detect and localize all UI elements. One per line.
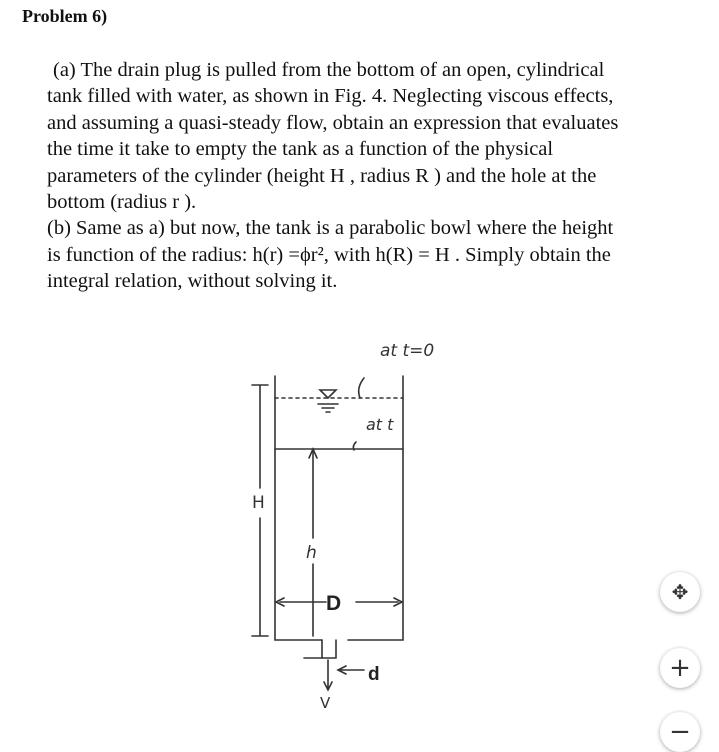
part-b-line: (b) Same as a) but now, the tank is a parabolic bowl where the height xyxy=(47,217,614,240)
label-h: h xyxy=(306,543,317,563)
free-surface-symbol xyxy=(318,390,338,412)
part-a-line: (a) The drain plug is pulled from the bottom of an open, cylindrical xyxy=(53,59,605,81)
label-at-t0: at t=0 xyxy=(380,341,435,361)
part-a-line: bottom (radius r ). xyxy=(47,191,197,214)
part-b-line: integral relation, without solving it. xyxy=(47,270,338,293)
label-d: d xyxy=(368,664,380,685)
diameter-dimension-d xyxy=(338,666,364,674)
part-a-line: the time it take to empty the tank as a function of the physical xyxy=(47,138,554,161)
tank-left-wall xyxy=(275,376,322,640)
label-V: V xyxy=(320,694,331,712)
leader-t0 xyxy=(359,378,364,398)
velocity-arrow xyxy=(324,660,332,690)
problem-statement xyxy=(47,57,712,295)
zoom-in-button[interactable]: + xyxy=(660,648,700,688)
zoom-out-button[interactable]: − xyxy=(660,712,700,752)
part-a-line: parameters of the cylinder (height H , radius R ) and the hole at the xyxy=(47,164,597,187)
fit-view-button[interactable]: ✥ xyxy=(660,572,700,612)
part-a-line: tank filled with water, as shown in Fig. 4. Neglecting viscous effects, xyxy=(47,85,614,108)
label-H: H xyxy=(252,493,265,513)
problem-title: Problem 6) xyxy=(22,6,108,26)
tank-figure xyxy=(238,318,463,718)
label-D: D xyxy=(326,592,342,615)
part-b-line: is function of the radius: h(r) =ϕr², with h(R) = H . Simply obtain the xyxy=(47,243,611,266)
drain-nozzle xyxy=(322,640,336,658)
label-at-t: at t xyxy=(366,415,394,434)
part-a-line: and assuming a quasi-steady flow, obtain an expression that evaluates xyxy=(47,111,619,134)
